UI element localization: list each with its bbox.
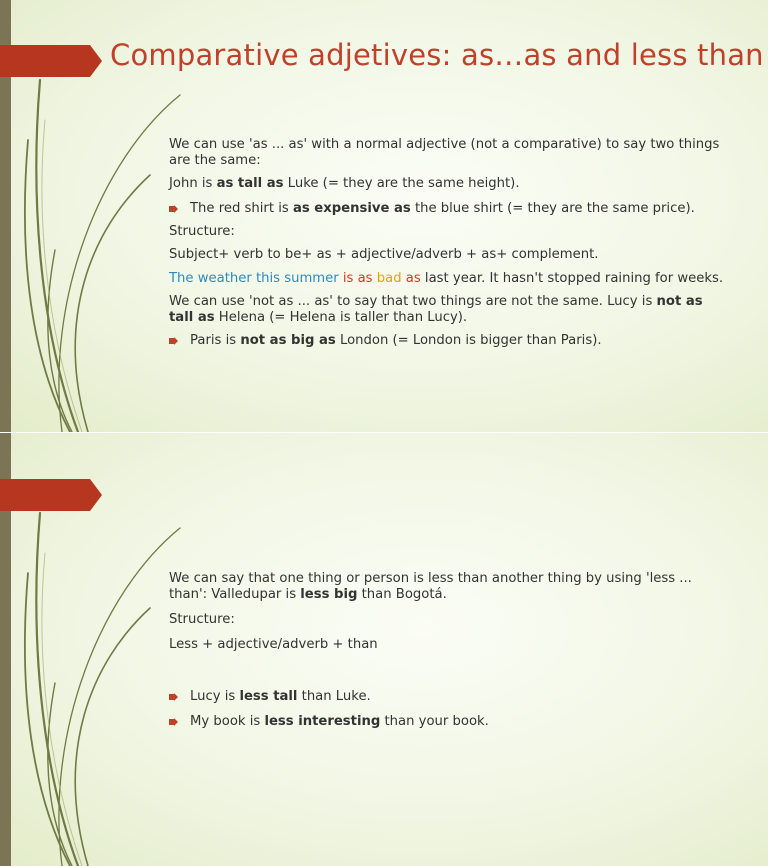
text-segment: as (357, 271, 373, 286)
text-segment: London (= London is bigger than Paris). (335, 333, 602, 348)
list-item (169, 201, 729, 217)
text-segment: Lucy is (190, 689, 240, 704)
intro-paragraph: We can use 'as ... as' with a normal adjective (not a comparative) to say two things are the same: (169, 137, 720, 168)
bold-phrase: less tall (239, 689, 298, 704)
structure-formula: Less + adjective/adverb + than (169, 637, 378, 652)
example-john (169, 176, 729, 192)
text-segment: the blue shirt (= they are the same price). (410, 201, 695, 216)
slide-title: Comparative adjetives: as…as and less than (110, 38, 764, 72)
bold-phrase: not as tall as (169, 294, 703, 325)
bold-phrase: less big (300, 587, 358, 602)
text-segment: last year. It hasn't stopped raining for weeks. (420, 271, 724, 286)
text-segment: Luke (= they are the same height). (283, 176, 520, 191)
text-segment: Helena (= Helena is taller than Lucy). (214, 310, 468, 325)
bullet-arrow-icon (169, 693, 178, 701)
text-segment: bad (372, 271, 406, 286)
text-segment: My book is (190, 714, 265, 729)
bold-phrase: as tall as (216, 176, 284, 191)
text-segment: The red shirt is (190, 201, 293, 216)
structure-label: Structure: (169, 612, 235, 627)
text-segment: Paris is (190, 333, 241, 348)
slide-1 (0, 0, 768, 432)
bullet-arrow-icon (169, 337, 178, 345)
text-segment: We can use 'not as ... as' to say that two things are not the same. Lucy is (169, 294, 657, 309)
bold-phrase: as expensive as (292, 201, 411, 216)
bullet-arrow-icon (169, 718, 178, 726)
banner-arrow (0, 479, 102, 511)
slide-2-body (169, 571, 729, 730)
text-segment: than your book. (380, 714, 489, 729)
less-than-paragraph (169, 571, 729, 603)
example-weather (169, 271, 729, 287)
structure-formula: Subject+ verb to be+ as + adjective/adverb + as+ complement. (169, 247, 599, 262)
list-item (169, 333, 729, 349)
text-segment: The weather this summer (169, 271, 339, 286)
text-segment: than Bogotá. (357, 587, 447, 602)
text-segment: is (338, 271, 358, 286)
list-item (169, 714, 729, 730)
text-segment: We can say that one thing or person is less than another thing by using 'less ... than': Valledupar is (169, 571, 692, 602)
slide-2 (0, 433, 768, 866)
text-segment: John is (169, 176, 217, 191)
bullet-arrow-icon (169, 205, 178, 213)
banner-arrow (0, 45, 102, 77)
bold-phrase: less interesting (264, 714, 381, 729)
not-as-paragraph (169, 294, 729, 326)
structure-label: Structure: (169, 224, 235, 239)
list-item (169, 689, 729, 705)
text-segment: as (405, 271, 421, 286)
bold-phrase: not as big as (240, 333, 336, 348)
slide-1-body (169, 137, 729, 349)
text-segment: than Luke. (297, 689, 371, 704)
